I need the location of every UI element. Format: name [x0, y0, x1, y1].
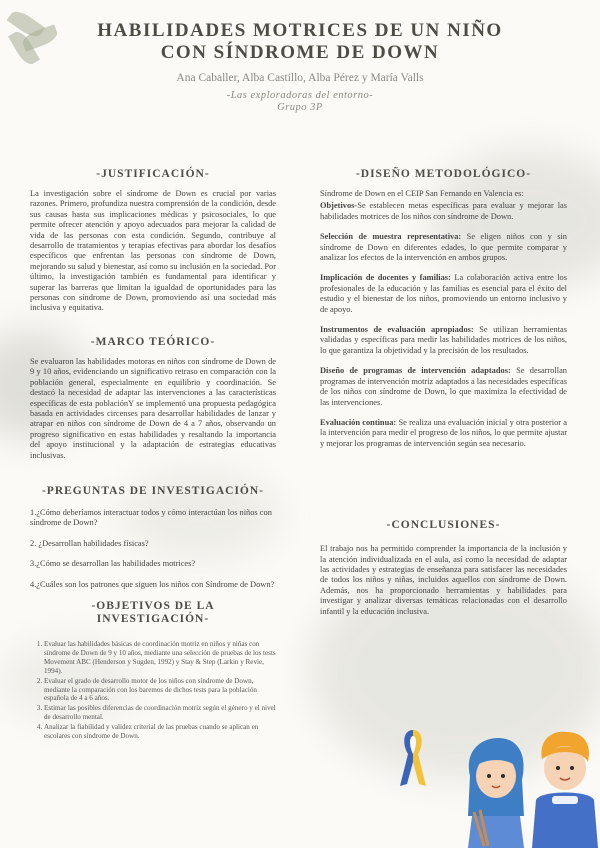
section-justificacion [30, 168, 276, 314]
section-heading: -MARCO TEÓRICO- [90, 335, 216, 348]
group-line-2: Grupo 3P [277, 102, 323, 113]
method-text: Se utilizan herramientas validadas y específicas para medir las habilidades motrices de los niños, lo que garantiza la objetividad y la precisión de los resultados. [320, 325, 567, 355]
section-intro: Síndrome de Down en el CEIP San Fernando en Valencia es: [320, 189, 524, 198]
poster-title [0, 20, 600, 64]
section-conclusiones [320, 519, 567, 617]
section-heading [30, 600, 276, 626]
method-label: Diseño de programas de intervención adaptados: [320, 366, 511, 376]
section-diseno [320, 168, 567, 449]
poster-header [0, 20, 600, 114]
method-text: Se realiza una evaluación inicial y otra posterior a la intervención para medir el progreso de los niños, lo que permite ajustar y mejorar los programas de intervención según sea necesario. [320, 417, 567, 448]
heading-line: INVESTIGACIÓN- [96, 612, 210, 625]
right-column [320, 168, 567, 617]
list-item: 4. Analizar la fiabilidad y validez criterial de las pruebas cuando se aplican en escolares con síndrome de Down. [44, 723, 276, 741]
method-text: Se desarrollan programas de intervención motriz adaptados a las necesidades específicas de los niños con síndrome de Down, lo que maximiza la efectividad de las intervenciones. [320, 366, 567, 407]
method-label: Selección de muestra representativa: [320, 232, 462, 242]
section-heading: -PREGUNTAS DE INVESTIGACIÓN- [41, 484, 265, 497]
method-text: La colaboración activa entre los profesionales de la educación y las familias es esencial para el éxito del estudio y el bienestar de los niños, promoviendo un entorno inclusivo y de apoyo. [320, 273, 567, 314]
boy-illustration [530, 730, 600, 848]
list-item: 3. Estimar las posibles diferencias de coordinación motriz según el género y el nivel de desarrollo mental. [44, 704, 276, 722]
group-name [0, 90, 600, 114]
method-item [320, 273, 567, 315]
method-label: Instrumentos de evaluación apropiados: [320, 325, 474, 335]
section-preguntas [30, 485, 276, 590]
method-item [320, 366, 567, 408]
method-text: Se eligen niños con y sin síndrome de Down en diferentes edades, lo que permite comparar y analizar los efectos de la intervención en ambos grupos. [320, 232, 567, 263]
section-heading: -JUSTIFICACIÓN- [96, 168, 210, 180]
authors: Ana Caballer, Alba Castillo, Alba Pérez y María Valls [176, 72, 424, 84]
method-label: Implicación de docentes y familias: [320, 273, 451, 283]
section-marco-teorico [30, 336, 276, 461]
title-line-1: HABILIDADES MOTRICES DE UN NIÑO [97, 20, 503, 41]
heading-line: -OBJETIVOS DE LA [91, 599, 215, 612]
awareness-ribbon-icon [398, 726, 428, 790]
group-line-1: -Las exploradoras del entorno- [226, 90, 374, 101]
objectives-list [30, 640, 276, 741]
method-label: Evaluación continua: [320, 417, 397, 427]
title-line-2: CON SÍNDROME DE DOWN [160, 42, 440, 63]
question-item: 4.¿Cuáles son los patrones que siguen los niños con Síndrome de Down? [30, 579, 275, 589]
question-item: 2. ¿Desarrollan habilidades físicas? [30, 538, 149, 548]
section-heading: -CONCLUSIONES- [386, 519, 501, 532]
girl-illustration [464, 736, 528, 848]
method-item [320, 325, 567, 356]
left-column [30, 168, 276, 742]
method-label: Objetivos- [320, 201, 358, 211]
question-item: 1.¿Cómo deberíamos interactuar todos y cómo interactúan los niños con síndrome de Down? [30, 507, 272, 528]
list-item: 1. Evaluar las habilidades básicas de coordinación motriz en niños y niñas con síndrome de Down de 9 y 10 años, mediante una selección de pruebas de los tests Movement ABC (Henderson y Sugden, 1992) y Stay & Step (Larkin y Revie, 1994). [44, 640, 276, 676]
section-objetivos [30, 600, 276, 741]
method-item [320, 418, 567, 449]
method-item [320, 232, 567, 263]
question-item: 3.¿Cómo se desarrollan las habilidades motrices? [30, 559, 196, 569]
list-item: 2. Evaluar el grado de desarrollo motor de los niños con síndrome de Down, mediante la comparación con los baremos de dichos tests para la población española de 4 a 6 años. [44, 677, 276, 704]
method-text: Se establecen metas específicas para evaluar y mejorar las habilidades motrices de los niños con síndrome de Down. [320, 201, 567, 221]
section-text: Se evaluaron las habilidades motoras en niños con síndrome de Down de 9 y 10 años, evidenciando un significativo retraso en comparación con la población general, especialmente en equilibrio y coordinación. Se destacó la necesidad de adaptar las intervenciones a las características específicas de esta poblaciónY se implementó una propuesta pedagógica basada en actividades circenses para desarrollar habilidades de lanzar y atrapar en niños con síndrome de Down de 4 a 7 años, observando un progreso significativo en estas habilidades y resaltando la importancia del apoyo institucional y la adaptación de estrategias educativas inclusivas. [30, 356, 276, 460]
method-item [320, 201, 567, 222]
section-text: El trabajo nos ha permitido comprender la importancia de la inclusión y la atención individualizada en el aula, así como la necesidad de adaptar las actividades y estrategias de enseñanza para satisfacer las necesidades de todos los niños y niñas, incluidos aquellos con síndrome de Down. Además, nos ha proporcionado herramientas y habilidades para investigar y analizar diversas temáticas relacionadas con el desarrollo infantil y la educación inclusiva. [320, 544, 567, 616]
section-heading: -DISEÑO METODOLÓGICO- [355, 168, 532, 180]
section-text: La investigación sobre el síndrome de Down es crucial por varias razones. Primero, profundiza nuestra comprensión de la condición, desde sus causas hasta sus implicaciones médicas y psicosociales, lo que permite ofrecer atención y apoyo adecuados para mejorar la calidad de vida de las personas con esta condición. Segundo, contribuye al desarrollo de tratamientos y terapias efectivas para abordar los desafíos específicos que enfrentan las personas con síndrome de Down, mejorando su salud y bienestar, así como su inclusión en la sociedad. Por último, la investigación también es fundamental para identificar y superar las barreras que limitan la igualdad de oportunidades para las personas con síndrome de Down, promoviendo así una sociedad más inclusiva y equitativa. [30, 189, 276, 313]
